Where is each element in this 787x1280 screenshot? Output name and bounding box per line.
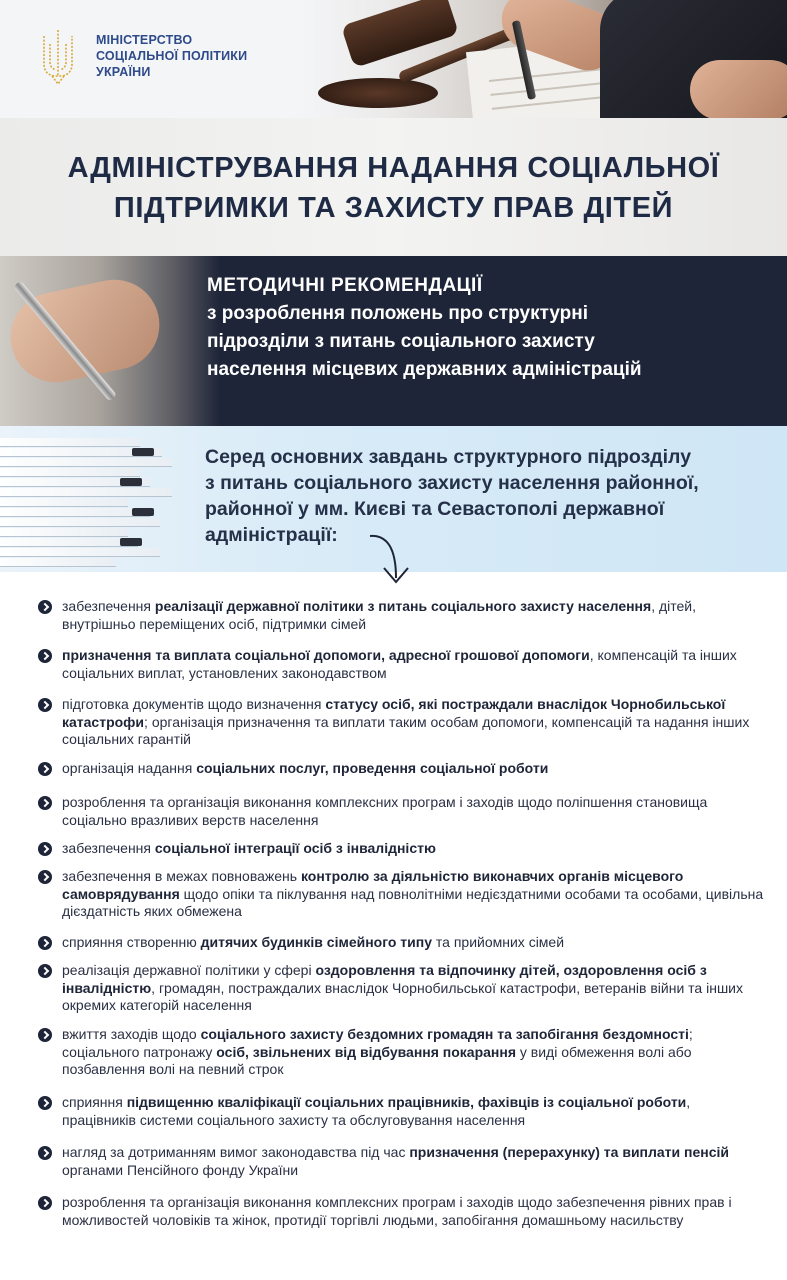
chevron-bullet-icon bbox=[38, 762, 52, 776]
list-item-regular: , громадян, постраждалих внаслідок Чорнобильської катастрофи, ветеранів війни та інших окремих категорій населення bbox=[62, 979, 743, 1013]
hand-image-right bbox=[690, 60, 787, 118]
chevron-bullet-icon bbox=[38, 936, 52, 950]
paper-stack-image bbox=[0, 426, 200, 572]
binder-clip-icon bbox=[132, 448, 154, 456]
chevron-bullet-icon bbox=[38, 796, 52, 810]
list-item-bold: дитячих будинків сімейного типу bbox=[200, 934, 433, 950]
list-item-regular: організація надання bbox=[62, 760, 197, 776]
chevron-bullet-icon bbox=[38, 698, 52, 712]
list-item-regular: забезпечення bbox=[62, 840, 155, 856]
paper-sheet bbox=[0, 528, 128, 537]
methodology-heading: МЕТОДИЧНІ РЕКОМЕНДАЦІЇ з розроблення положень про структурні підрозділи з питань соціального захисту населення місцевих державних адміністрацій bbox=[207, 275, 642, 380]
paper-sheet bbox=[0, 558, 116, 567]
chevron-bullet-icon bbox=[38, 600, 52, 614]
chevron-bullet-icon bbox=[38, 649, 52, 663]
list-item-regular: сприяння bbox=[62, 1094, 127, 1110]
paper-sheet bbox=[0, 548, 160, 557]
curved-arrow-down-icon bbox=[366, 530, 416, 586]
list-item-regular: розроблення та організація виконання комплексних програм і заходів щодо поліпшення становища соціально вразливих верств населення bbox=[62, 794, 708, 828]
list-item-text bbox=[62, 760, 767, 778]
page-title: АДМІНІСТРУВАННЯ НАДАННЯ СОЦІАЛЬНОЇ ПІДТРИМКИ ТА ЗАХИСТУ ПРАВ ДІТЕЙ bbox=[67, 152, 720, 224]
chevron-bullet-icon bbox=[38, 1196, 52, 1210]
chevron-bullet-icon bbox=[38, 842, 52, 856]
list-item-text bbox=[62, 794, 767, 829]
binder-clip-icon bbox=[120, 538, 142, 546]
paper-sheet bbox=[0, 458, 172, 467]
list-item-regular: вжиття заходів щодо bbox=[62, 1026, 201, 1042]
chevron-bullet-icon bbox=[38, 964, 52, 978]
list-item-regular: сприяння створенню bbox=[62, 934, 201, 950]
gavel-base-image bbox=[318, 78, 438, 108]
paper-sheet bbox=[0, 498, 128, 507]
paper-sheet bbox=[0, 468, 140, 477]
list-item-bold: контролю за діяльністю виконавчих органів місцевого самоврядування bbox=[62, 868, 684, 902]
list-item-bold: реалізації державної політики з питань соціального захисту населення bbox=[154, 598, 652, 614]
list-item-regular: забезпечення bbox=[62, 598, 155, 614]
binder-clip-icon bbox=[132, 508, 154, 516]
list-item-regular: , компенсацій та інших соціальних виплат, установлених законодавством bbox=[62, 647, 737, 681]
list-item-regular: у виді обмеження волі або позбавлення волі на певний строк bbox=[62, 1043, 692, 1077]
list-item-bold: осіб, звільнених від відбування покарання bbox=[216, 1043, 517, 1060]
list-item-regular: розроблення та організація виконання комплексних програм і заходів щодо забезпечення рівних прав і можливостей чоловіків та жінок, протидії торгівлі людьми, запобігання домашньому насильству bbox=[62, 1194, 732, 1228]
paper-sheet bbox=[0, 508, 150, 517]
list-item-bold: призначення та виплата соціальної допомоги, адресної грошової допомоги bbox=[62, 647, 590, 663]
list-item-bold: соціальної інтеграції осіб з інвалідністю bbox=[154, 840, 436, 856]
list-item-bold: оздоровлення та відпочинку дітей, оздоровлення осіб з інвалідністю bbox=[62, 962, 707, 996]
chevron-bullet-icon bbox=[38, 1028, 52, 1042]
list-item-text bbox=[62, 598, 767, 633]
list-item-bold: статусу осіб, які постраждали внаслідок Чорнобильської катастрофи bbox=[62, 696, 726, 730]
list-item-regular: ; організація призначення та виплати таким особам допомоги, компенсацій та надання інших соціальних гарантій bbox=[62, 713, 750, 747]
chevron-bullet-icon bbox=[38, 1096, 52, 1110]
header-banner bbox=[0, 0, 787, 118]
list-item-regular: забезпечення в межах повноважень bbox=[62, 868, 301, 884]
paper-sheet bbox=[0, 518, 160, 527]
trident-emblem-icon bbox=[38, 26, 78, 86]
list-item-text bbox=[62, 962, 767, 1015]
list-item-regular: та прийомних сімей bbox=[432, 934, 565, 950]
list-item-regular: щодо опіки та піклування над повнолітніми недієздатними особами та особами, цивільна дієздатність яких обмежена bbox=[62, 885, 764, 919]
list-item-regular: підготовка документів щодо визначення bbox=[62, 696, 326, 712]
list-item-text bbox=[62, 868, 767, 921]
list-item-text bbox=[62, 647, 767, 682]
list-item-bold: призначення (перерахунку) та виплати пенсій bbox=[409, 1144, 730, 1160]
list-item-bold: соціального захисту бездомних громадян та запобігання бездомності bbox=[200, 1026, 689, 1042]
list-item-bold: підвищенню кваліфікації соціальних працівників, фахівців із соціальної роботи bbox=[126, 1094, 687, 1110]
list-item-regular: органами Пенсійного фонду України bbox=[62, 1161, 299, 1178]
paper-sheet bbox=[0, 438, 140, 447]
list-item-regular: ; соціального патронажу bbox=[62, 1026, 693, 1060]
list-item-text bbox=[62, 934, 767, 952]
paper-sheet bbox=[0, 538, 138, 547]
list-item-regular: реалізація державної політики у сфері bbox=[62, 962, 316, 978]
ministry-name: МІНІСТЕРСТВО СОЦІАЛЬНОЇ ПОЛІТИКИ УКРАЇНИ bbox=[96, 33, 248, 79]
list-item-text bbox=[62, 1194, 767, 1229]
list-item-bold: соціальних послуг, проведення соціальної роботи bbox=[196, 760, 549, 776]
list-item-regular: нагляд за дотриманням вимог законодавства під час bbox=[62, 1144, 410, 1160]
list-item-text bbox=[62, 1094, 767, 1129]
list-item-text bbox=[62, 1144, 767, 1179]
intro-text: Серед основних завдань структурного підрозділу з питань соціального захисту населення районної, районної у мм. Києві та Севастополі державної адміністрації: bbox=[205, 446, 699, 546]
list-item-text bbox=[62, 696, 767, 749]
chevron-bullet-icon bbox=[38, 870, 52, 884]
chevron-bullet-icon bbox=[38, 1146, 52, 1160]
list-item-text bbox=[62, 1026, 767, 1079]
list-item-regular: , дітей, внутрішньо переміщених осіб, підтримки сімей bbox=[62, 598, 696, 632]
list-item-regular: , працівників системи соціального захисту та обслуговування населення bbox=[62, 1094, 691, 1128]
paper-sheet bbox=[0, 488, 172, 497]
list-item-text bbox=[62, 840, 767, 858]
binder-clip-icon bbox=[120, 478, 142, 486]
